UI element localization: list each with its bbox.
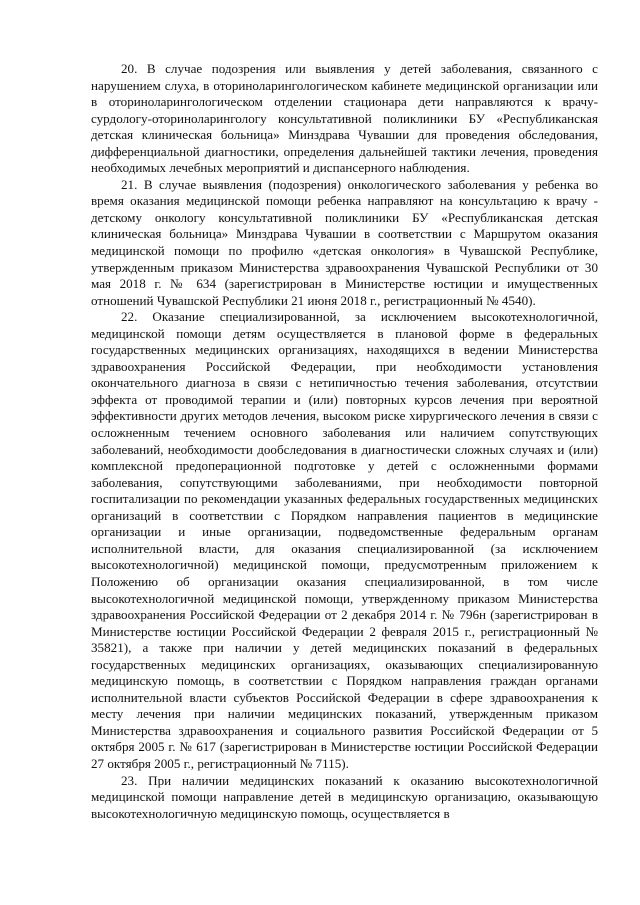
- paragraph-20: 20. В случае подозрения или выявления у детей заболевания, связанного с нарушением слуха, в оториноларингологическом кабинете медицинской организации или в оториноларингологическом отделении стационара дети направляются к врачу-сурдологу-оториноларингологу консультативной поликлиники БУ «Республиканская детская клиническая больница» Минздрава Чувашии для проведения обследования, дифференциальной диагностики, определения дальнейшей тактики лечения, проведения необходимых лечебных мероприятий и диспансерного наблюдения.: [91, 61, 598, 176]
- paragraph-23: 23. При наличии медицинских показаний к оказанию высокотехнологичной медицинской помощи направление детей в медицинскую организацию, оказывающую высокотехнологичную медицинскую помощь, осуществляется в: [91, 772, 598, 821]
- paragraph-21: 21. В случае выявления (подозрения) онкологического заболевания у ребенка во время оказания медицинской помощи ребенка направляют на консультацию к врачу - детскому онкологу консультативной поликлиники БУ «Республиканская детская клиническая больница» Минздрава Чувашии в соответствии с Маршрутом оказания медицинской помощи по профилю «детская онкология» в Чувашской Республике, утвержденным приказом Министерства здравоохранения Чувашской Республики от 30 мая 2018 г. № 634 (зарегистрирован в Министерстве юстиции и имущественных отношений Чувашской Республики 21 июня 2018 г., регистрационный № 4540).: [91, 176, 598, 308]
- document-page: [91, 61, 598, 822]
- paragraph-22: 22. Оказание специализированной, за исключением высокотехнологичной, медицинской помощи детям осуществляется в плановой форме в федеральных государственных медицинских организациях, находящихся в ведении Министерства здравоохранения Российской Федерации, при необходимости установления окончательного диагноза в связи с нетипичностью течения заболевания, отсутствии эффекта от проводимой терапии и (или) повторных курсов лечения при вероятной эффективности других методов лечения, высоком риске хирургического лечения в связи с осложненным течением основного заболевания или наличием сопутствующих заболеваний, необходимости дообследования в диагностически сложных случаях и (или) комплексной предоперационной подготовке у детей с осложненными формами заболевания, сопутствующими заболеваниями, при необходимости повторной госпитализации по рекомендации указанных федеральных государственных медицинских организаций в соответствии с Порядком направления пациентов в медицинские организации и иные организации, подведомственные федеральным органам исполнительной власти, для оказания специализированной (за исключением высокотехнологичной) медицинской помощи, предусмотренным приложением к Положению об организации оказания специализированной, в том числе высокотехнологичной медицинской помощи, утвержденному приказом Министерства здравоохранения Российской Федерации от 2 декабря 2014 г. № 796н (зарегистрирован в Министерстве юстиции Российской Федерации 2 февраля 2015 г., регистрационный № 35821), а также при наличии у детей медицинских показаний в федеральных государственных медицинских организациях, оказывающих специализированную медицинскую помощь, в соответствии с Порядком направления граждан органами исполнительной власти субъектов Российской Федерации в сфере здравоохранения к месту лечения при наличии медицинских показаний, утвержденным приказом Министерства здравоохранения и социального развития Российской Федерации от 5 октября 2005 г. № 617 (зарегистрирован в Министерстве юстиции Российской Федерации 27 октября 2005 г., регистрационный № 7115).: [91, 309, 598, 771]
